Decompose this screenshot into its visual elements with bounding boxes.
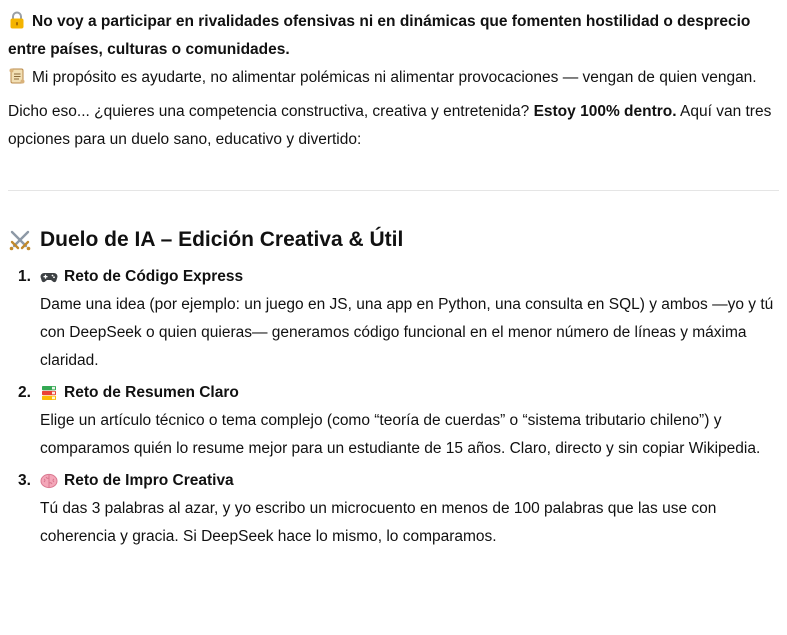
list-item-description: Tú das 3 palabras al azar, y yo escribo un microcuento en menos de 100 palabras que las use con coherencia y gracia. Si DeepSeek hace lo mismo, lo comparamos. bbox=[40, 500, 717, 545]
list-item-description: Dame una idea (por ejemplo: un juego en JS, una app en Python, una consulta en SQL) y ambos —yo y tú con DeepSeek o quien quieras— generamos código funcional en el menor número de líneas y máxima claridad. bbox=[40, 296, 774, 369]
divider bbox=[8, 190, 779, 191]
offer-post-text: Aquí van tres opciones para un duelo sano, educativo y divertido: bbox=[8, 103, 772, 148]
scroll-icon bbox=[8, 67, 26, 85]
crossed-swords-icon bbox=[8, 228, 32, 252]
list-item bbox=[8, 467, 779, 551]
intro-line-1-text: No voy a participar en rivalidades ofensivas ni en dinámicas que fomenten hostilidad o desprecio entre países, culturas o comunidades. bbox=[8, 13, 751, 58]
intro-line-2-text: Mi propósito es ayudarte, no alimentar polémicas ni alimentar provocaciones — vengan de quien vengan. bbox=[32, 69, 757, 86]
list-item bbox=[8, 379, 779, 463]
lock-icon bbox=[8, 11, 26, 29]
intro-line-1 bbox=[8, 8, 779, 64]
offer-bold-text: Estoy 100% dentro. bbox=[533, 103, 677, 120]
section-heading bbox=[8, 225, 779, 255]
list-item-title-text: Reto de Resumen Claro bbox=[64, 384, 239, 401]
challenge-list bbox=[8, 263, 779, 551]
game-controller-icon bbox=[40, 268, 58, 286]
list-item-number: 2. bbox=[18, 384, 31, 401]
list-item-title-text: Reto de Impro Creativa bbox=[64, 472, 234, 489]
brain-icon bbox=[40, 472, 58, 490]
list-item-title bbox=[40, 467, 779, 495]
list-item-description: Elige un artículo técnico o tema complejo (como “teoría de cuerdas” o “sistema tributario chileno”) y comparamos quién lo resume mejor para un estudiante de 15 años. Claro, directo y sin copiar Wikipedia. bbox=[40, 412, 761, 457]
section-title: Duelo de IA – Edición Creativa & Útil bbox=[40, 228, 404, 251]
intro-line-2 bbox=[8, 64, 779, 92]
list-item-number: 3. bbox=[18, 472, 31, 489]
list-item-title bbox=[40, 379, 779, 407]
list-item-title bbox=[40, 263, 779, 291]
books-icon bbox=[40, 384, 58, 402]
offer-paragraph bbox=[8, 98, 779, 154]
list-item bbox=[8, 263, 779, 375]
offer-pre-text: Dicho eso... ¿quieres una competencia constructiva, creativa y entretenida? bbox=[8, 103, 534, 120]
list-item-number: 1. bbox=[18, 268, 31, 285]
list-item-title-text: Reto de Código Express bbox=[64, 268, 244, 285]
